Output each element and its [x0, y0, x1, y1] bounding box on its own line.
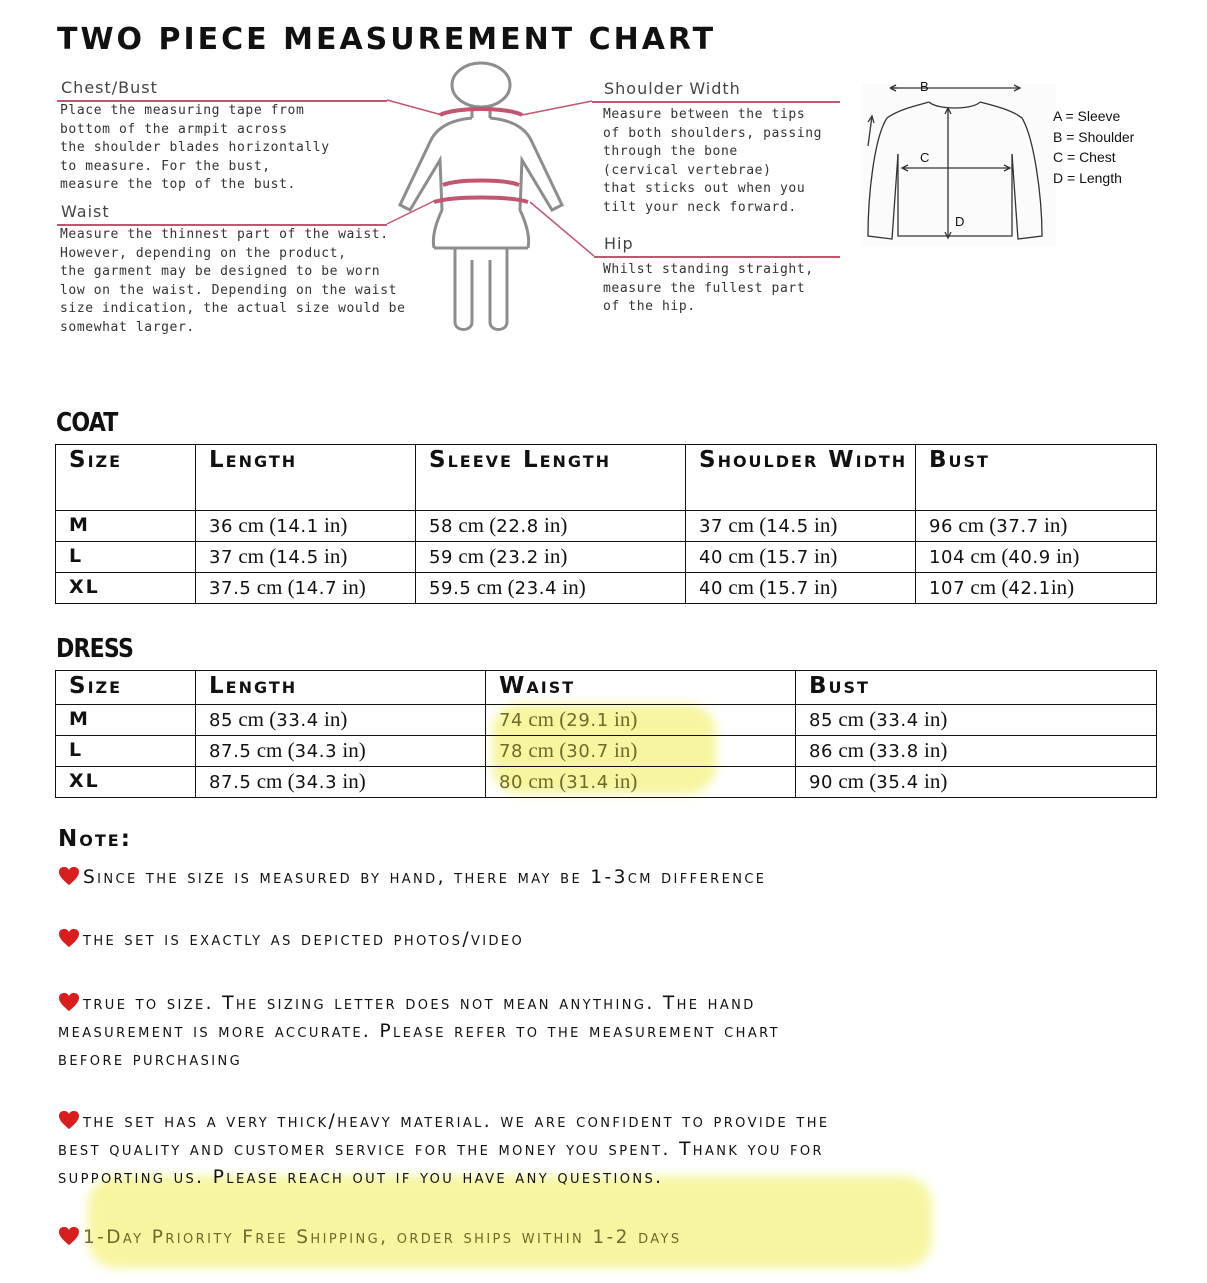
jacket-diagram	[862, 76, 1056, 248]
diagram-label-b: B	[920, 79, 929, 94]
diagram-legend	[1053, 106, 1134, 188]
measurement-cell: 87.5 cm (34.3 in)	[196, 736, 486, 767]
dress-header-waist: Waist	[486, 671, 796, 705]
heart-icon	[58, 1226, 80, 1246]
dress-size-table	[55, 670, 1157, 798]
coat-size-table	[55, 444, 1157, 604]
dress-header-row	[56, 671, 1157, 705]
page-title: TWO PIECE MEASUREMENT CHART	[57, 22, 717, 57]
heart-icon	[58, 992, 80, 1012]
dress-section-label: DRESS	[56, 634, 134, 664]
legend-item: C = Chest	[1053, 149, 1116, 165]
table-row	[56, 542, 1157, 573]
heart-icon	[58, 928, 80, 948]
chest-heading: Chest/Bust	[61, 78, 158, 97]
measurement-cell: 78 cm (30.7 in)	[486, 736, 796, 767]
waist-text: Measure the thinnest part of the waist. However, depending on the product, the garment may be designed to be worn low on the waist. Depending on the waist size indication, the actual size would be somewhat larger.	[60, 227, 406, 335]
heart-icon	[58, 1110, 80, 1130]
table-row	[56, 767, 1157, 798]
measurement-cell: 37.5 cm (14.7 in)	[196, 573, 416, 604]
table-row	[56, 736, 1157, 767]
measurement-cell: 85 cm (33.4 in)	[196, 705, 486, 736]
note-item: the set has a very thick/heavy material. we are confident to provide the best quality and customer service for the money you spent. Thank you for supporting us. Please reach out if you have any questions.	[58, 1111, 830, 1188]
size-cell: L	[56, 542, 196, 573]
legend-item: D = Length	[1053, 169, 1122, 186]
hip-underline	[594, 256, 840, 258]
measurement-cell: 37 cm (14.5 in)	[686, 511, 916, 542]
measurement-cell: 40 cm (15.7 in)	[686, 573, 916, 604]
measurement-cell: 87.5 cm (34.3 in)	[196, 767, 486, 798]
body-figure-illustration	[380, 60, 600, 340]
legend-item: A = Sleeve	[1053, 108, 1121, 124]
waist-heading: Waist	[61, 202, 110, 221]
coat-header-bust: Bust	[916, 445, 1157, 511]
diagram-label-c: C	[920, 150, 930, 165]
dress-header-bust: Bust	[796, 671, 1157, 705]
measurement-cell: 80 cm (31.4 in)	[486, 767, 796, 798]
table-row	[56, 573, 1157, 604]
measurement-cell: 86 cm (33.8 in)	[796, 736, 1157, 767]
measurement-cell: 74 cm (29.1 in)	[486, 705, 796, 736]
measurement-cell: 90 cm (35.4 in)	[796, 767, 1157, 798]
measurement-cell: 104 cm (40.9 in)	[916, 542, 1157, 573]
hip-heading: Hip	[604, 234, 634, 253]
size-cell: L	[56, 736, 196, 767]
shoulder-underline	[592, 101, 840, 103]
notes-title: Note:	[58, 826, 132, 852]
coat-header-size: Size	[56, 445, 196, 511]
legend-item: B = Shoulder	[1053, 128, 1135, 145]
coat-header-shoulder-width: Shoulder Width	[686, 445, 916, 511]
measurement-cell: 40 cm (15.7 in)	[686, 542, 916, 573]
table-row	[56, 705, 1157, 736]
size-cell: XL	[56, 573, 196, 604]
dress-header-length: Length	[196, 671, 486, 705]
measurement-cell: 36 cm (14.1 in)	[196, 511, 416, 542]
measurement-cell: 107 cm (42.1in)	[916, 573, 1157, 604]
size-cell: XL	[56, 767, 196, 798]
dress-header-size: Size	[56, 671, 196, 705]
size-cell: M	[56, 705, 196, 736]
coat-header-sleeve-length: Sleeve Length	[416, 445, 686, 511]
diagram-label-d: D	[955, 214, 965, 229]
coat-header-row	[56, 445, 1157, 511]
measurement-cell: 58 cm (22.8 in)	[416, 511, 686, 542]
hip-text: Whilst standing straight, measure the fullest part of the hip.	[603, 262, 814, 314]
waist-measure-line	[443, 181, 519, 186]
heart-icon	[58, 866, 80, 886]
table-row	[56, 511, 1157, 542]
measurement-cell: 59 cm (23.2 in)	[416, 542, 686, 573]
note-item: true to size. The sizing letter does not mean anything. The hand measurement is more accurate. Please refer to the measurement chart before purchasing	[58, 993, 780, 1070]
note-item: the set is exactly as depicted photos/video	[58, 926, 524, 954]
coat-section-label: COAT	[56, 408, 118, 438]
measurement-cell: 85 cm (33.4 in)	[796, 705, 1157, 736]
coat-header-length: Length	[196, 445, 416, 511]
shoulder-text: Measure between the tips of both shoulders, passing through the bone (cervical vertebrae) that sticks out when you tilt your neck forward.	[603, 107, 823, 215]
size-cell: M	[56, 511, 196, 542]
note-item: Since the size is measured by hand, there may be 1-3cm difference	[58, 864, 766, 892]
shoulder-heading: Shoulder Width	[604, 79, 741, 98]
shipping-note: 1-Day Priority Free Shipping, order ships within 1-2 days	[58, 1224, 682, 1252]
chest-measure-line	[440, 109, 522, 115]
chest-text: Place the measuring tape from bottom of the armpit across the shoulder blades horizontally to measure. For the bust, measure the top of the bust.	[60, 103, 330, 192]
measurement-cell: 37 cm (14.5 in)	[196, 542, 416, 573]
measurement-cell: 96 cm (37.7 in)	[916, 511, 1157, 542]
measurement-cell: 59.5 cm (23.4 in)	[416, 573, 686, 604]
